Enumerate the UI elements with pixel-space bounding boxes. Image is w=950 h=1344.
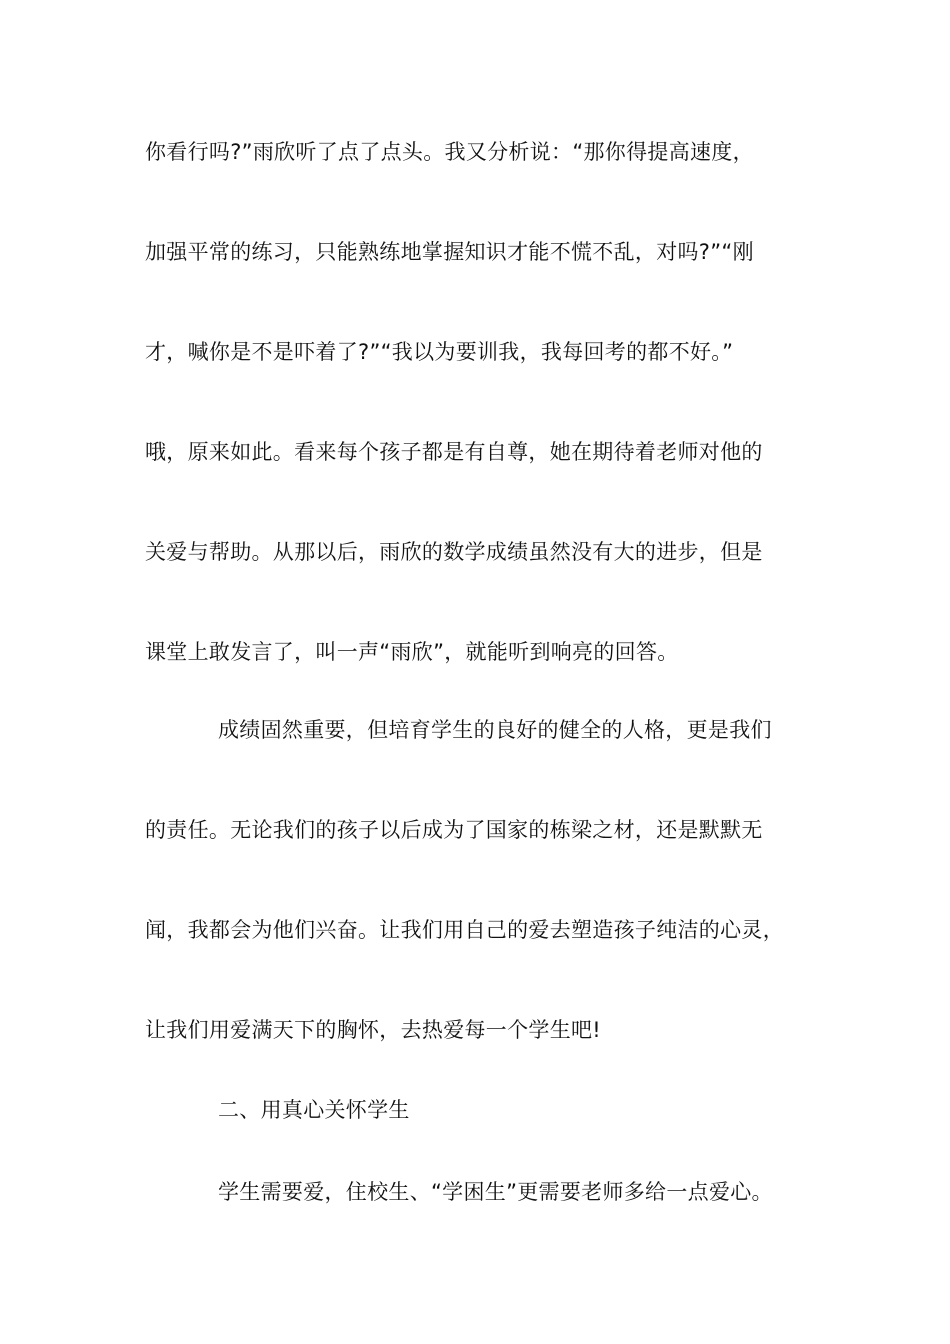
- paragraph-line-3: 才，喊你是不是吓着了?”“我以为要训我，我每回考的都不好。”: [145, 340, 734, 364]
- paragraph-line-2: 加强平常的练习，只能熟练地掌握知识才能不慌不乱，对吗?”“刚: [145, 240, 754, 264]
- paragraph-line-1: 你看行吗?”雨欣听了点了点头。我又分析说：“那你得提高速度，: [145, 140, 754, 164]
- paragraph-line-10: 让我们用爱满天下的胸怀，去热爱每一个学生吧!: [145, 1018, 602, 1042]
- paragraph-line-6: 课堂上敢发言了，叫一声“雨欣”，就能听到响亮的回答。: [145, 640, 679, 664]
- section-heading: 二、用真心关怀学生: [218, 1098, 410, 1122]
- paragraph-line-8: 的责任。无论我们的孩子以后成为了国家的栋梁之材，还是默默无: [145, 818, 763, 842]
- paragraph-line-5: 关爱与帮助。从那以后，雨欣的数学成绩虽然没有大的进步，但是: [145, 540, 763, 564]
- paragraph-line-4: 哦，原来如此。看来每个孩子都是有自尊，她在期待着老师对他的: [145, 440, 763, 464]
- paragraph-line-9: 闻，我都会为他们兴奋。让我们用自己的爱去塑造孩子纯洁的心灵，: [145, 918, 784, 942]
- paragraph-line-7: 成绩固然重要，但培育学生的良好的健全的人格，更是我们: [218, 718, 772, 742]
- paragraph-line-12: 学生需要爱，住校生、“学困生”更需要老师多给一点爱心。: [218, 1180, 773, 1204]
